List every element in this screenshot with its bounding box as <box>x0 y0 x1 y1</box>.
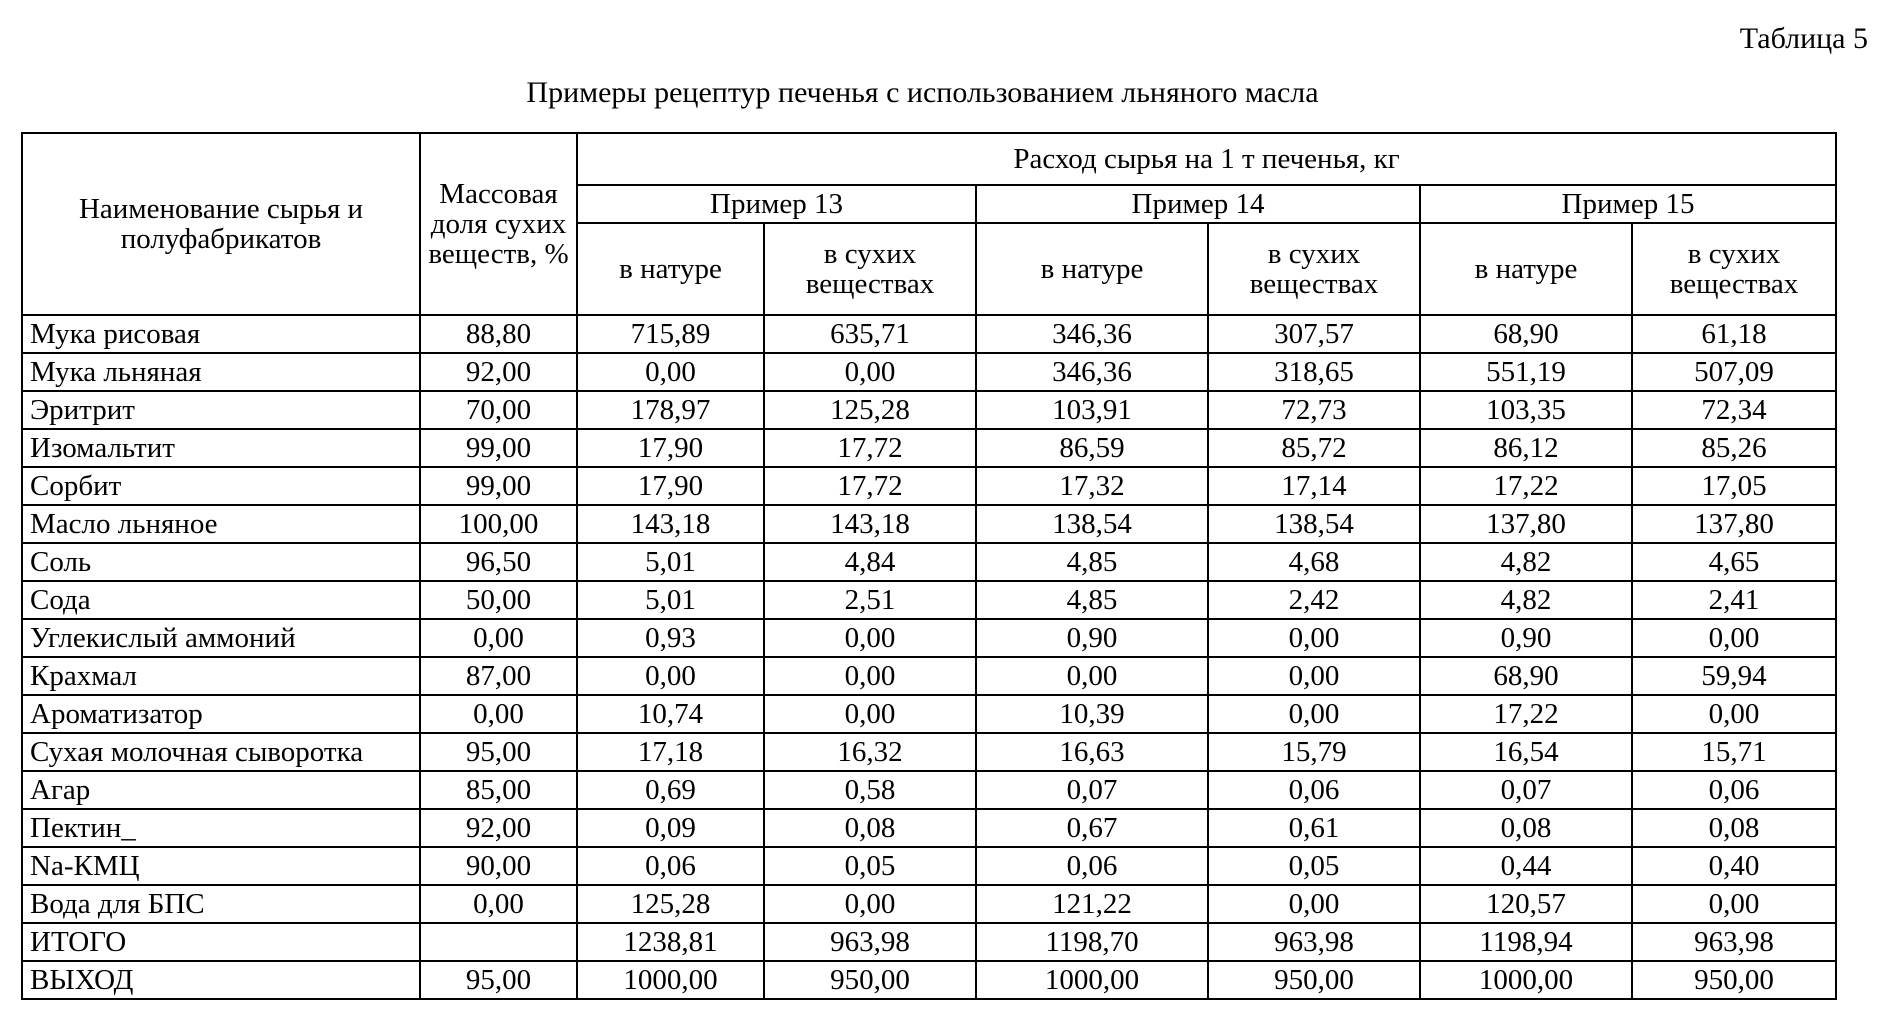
header-dry-13: в сухих веществах <box>764 223 976 315</box>
consumption-value-cell: 103,35 <box>1420 391 1632 429</box>
dry-matter-cell: 0,00 <box>420 885 577 923</box>
dry-matter-cell: 95,00 <box>420 733 577 771</box>
consumption-value-cell: 963,98 <box>1632 923 1836 961</box>
consumption-value-cell: 0,69 <box>577 771 764 809</box>
table-row <box>22 733 1836 771</box>
consumption-value-cell: 0,93 <box>577 619 764 657</box>
consumption-value-cell: 121,22 <box>976 885 1208 923</box>
consumption-value-cell: 143,18 <box>577 505 764 543</box>
consumption-value-cell: 0,90 <box>1420 619 1632 657</box>
consumption-value-cell: 103,91 <box>976 391 1208 429</box>
table-row <box>22 467 1836 505</box>
consumption-value-cell: 2,41 <box>1632 581 1836 619</box>
consumption-value-cell: 16,54 <box>1420 733 1632 771</box>
dry-matter-cell <box>420 923 577 961</box>
consumption-value-cell: 0,06 <box>577 847 764 885</box>
ingredient-name-cell: Вода для БПС <box>22 885 420 923</box>
consumption-value-cell: 0,58 <box>764 771 976 809</box>
consumption-value-cell: 15,71 <box>1632 733 1836 771</box>
header-natural-14: в натуре <box>976 223 1208 315</box>
dry-matter-cell: 88,80 <box>420 315 577 353</box>
consumption-value-cell: 346,36 <box>976 353 1208 391</box>
recipe-table <box>21 132 1837 1000</box>
consumption-value-cell: 4,65 <box>1632 543 1836 581</box>
dry-matter-cell: 70,00 <box>420 391 577 429</box>
table-caption: Примеры рецептур печенья с использованием льняного масла <box>526 76 1319 109</box>
consumption-value-cell: 0,08 <box>764 809 976 847</box>
dry-matter-cell: 92,00 <box>420 353 577 391</box>
consumption-value-cell: 86,12 <box>1420 429 1632 467</box>
consumption-value-cell: 0,00 <box>1208 619 1420 657</box>
consumption-value-cell: 17,90 <box>577 467 764 505</box>
consumption-value-cell: 963,98 <box>1208 923 1420 961</box>
consumption-value-cell: 86,59 <box>976 429 1208 467</box>
ingredient-name-cell: Сухая молочная сыворотка <box>22 733 420 771</box>
consumption-value-cell: 0,00 <box>1632 885 1836 923</box>
consumption-value-cell: 950,00 <box>764 961 976 999</box>
dry-matter-cell: 96,50 <box>420 543 577 581</box>
consumption-value-cell: 85,72 <box>1208 429 1420 467</box>
table-row <box>22 429 1836 467</box>
dry-matter-cell: 90,00 <box>420 847 577 885</box>
consumption-value-cell: 0,00 <box>976 657 1208 695</box>
consumption-value-cell: 137,80 <box>1420 505 1632 543</box>
consumption-value-cell: 318,65 <box>1208 353 1420 391</box>
consumption-value-cell: 963,98 <box>764 923 976 961</box>
consumption-value-cell: 950,00 <box>1208 961 1420 999</box>
ingredient-name-cell: Ароматизатор <box>22 695 420 733</box>
table-row <box>22 619 1836 657</box>
dry-matter-cell: 95,00 <box>420 961 577 999</box>
consumption-value-cell: 0,00 <box>1632 695 1836 733</box>
dry-matter-cell: 99,00 <box>420 467 577 505</box>
table-row <box>22 505 1836 543</box>
consumption-value-cell: 4,85 <box>976 581 1208 619</box>
header-ingredient-name: Наименование сырья и полуфабрикатов <box>22 133 420 315</box>
consumption-value-cell: 4,85 <box>976 543 1208 581</box>
dry-matter-cell: 0,00 <box>420 619 577 657</box>
consumption-value-cell: 0,00 <box>764 885 976 923</box>
consumption-value-cell: 59,94 <box>1632 657 1836 695</box>
consumption-value-cell: 16,63 <box>976 733 1208 771</box>
consumption-value-cell: 125,28 <box>764 391 976 429</box>
ingredient-name-cell: Соль <box>22 543 420 581</box>
table-row <box>22 657 1836 695</box>
consumption-value-cell: 0,67 <box>976 809 1208 847</box>
dry-matter-cell: 100,00 <box>420 505 577 543</box>
consumption-value-cell: 0,09 <box>577 809 764 847</box>
consumption-value-cell: 0,90 <box>976 619 1208 657</box>
consumption-value-cell: 137,80 <box>1632 505 1836 543</box>
ingredient-name-cell: Сода <box>22 581 420 619</box>
consumption-value-cell: 68,90 <box>1420 315 1632 353</box>
dry-matter-cell: 87,00 <box>420 657 577 695</box>
table-row <box>22 961 1836 999</box>
header-example-15: Пример 15 <box>1420 185 1836 223</box>
dry-matter-cell: 85,00 <box>420 771 577 809</box>
consumption-value-cell: 72,73 <box>1208 391 1420 429</box>
ingredient-name-cell: Сорбит <box>22 467 420 505</box>
consumption-value-cell: 61,18 <box>1632 315 1836 353</box>
consumption-value-cell: 1000,00 <box>1420 961 1632 999</box>
header-natural-15: в натуре <box>1420 223 1632 315</box>
ingredient-name-cell: ВЫХОД <box>22 961 420 999</box>
table-row <box>22 353 1836 391</box>
consumption-value-cell: 17,22 <box>1420 695 1632 733</box>
consumption-value-cell: 4,82 <box>1420 543 1632 581</box>
consumption-value-cell: 0,00 <box>764 619 976 657</box>
consumption-value-cell: 143,18 <box>764 505 976 543</box>
consumption-value-cell: 1198,94 <box>1420 923 1632 961</box>
consumption-value-cell: 17,14 <box>1208 467 1420 505</box>
consumption-value-cell: 1000,00 <box>577 961 764 999</box>
consumption-value-cell: 10,39 <box>976 695 1208 733</box>
table-row <box>22 771 1836 809</box>
ingredient-name-cell: Изомальтит <box>22 429 420 467</box>
header-dry-14: в сухих веществах <box>1208 223 1420 315</box>
consumption-value-cell: 1238,81 <box>577 923 764 961</box>
ingredient-name-cell: Масло льняное <box>22 505 420 543</box>
consumption-value-cell: 1000,00 <box>976 961 1208 999</box>
consumption-value-cell: 125,28 <box>577 885 764 923</box>
consumption-value-cell: 120,57 <box>1420 885 1632 923</box>
consumption-value-cell: 0,08 <box>1420 809 1632 847</box>
consumption-value-cell: 715,89 <box>577 315 764 353</box>
consumption-value-cell: 17,72 <box>764 467 976 505</box>
header-dry-15: в сухих веществах <box>1632 223 1836 315</box>
consumption-value-cell: 0,05 <box>1208 847 1420 885</box>
consumption-value-cell: 0,00 <box>764 353 976 391</box>
consumption-value-cell: 0,00 <box>764 695 976 733</box>
consumption-value-cell: 0,06 <box>1208 771 1420 809</box>
header-example-14: Пример 14 <box>976 185 1420 223</box>
table-number-label: Таблица 5 <box>1739 22 1868 55</box>
table-row <box>22 923 1836 961</box>
ingredient-name-cell: Крахмал <box>22 657 420 695</box>
consumption-value-cell: 138,54 <box>976 505 1208 543</box>
table-row <box>22 543 1836 581</box>
consumption-value-cell: 0,00 <box>1208 885 1420 923</box>
ingredient-name-cell: Мука льняная <box>22 353 420 391</box>
dry-matter-cell: 50,00 <box>420 581 577 619</box>
table-row <box>22 315 1836 353</box>
table-header <box>22 133 1836 315</box>
ingredient-name-cell: Эритрит <box>22 391 420 429</box>
ingredient-name-cell: Пектин_ <box>22 809 420 847</box>
consumption-value-cell: 10,74 <box>577 695 764 733</box>
consumption-value-cell: 16,32 <box>764 733 976 771</box>
consumption-value-cell: 17,18 <box>577 733 764 771</box>
consumption-value-cell: 0,00 <box>1632 619 1836 657</box>
consumption-value-cell: 1198,70 <box>976 923 1208 961</box>
consumption-value-cell: 72,34 <box>1632 391 1836 429</box>
consumption-value-cell: 17,32 <box>976 467 1208 505</box>
consumption-value-cell: 307,57 <box>1208 315 1420 353</box>
dry-matter-cell: 92,00 <box>420 809 577 847</box>
consumption-value-cell: 0,08 <box>1632 809 1836 847</box>
consumption-value-cell: 5,01 <box>577 543 764 581</box>
consumption-value-cell: 346,36 <box>976 315 1208 353</box>
consumption-value-cell: 4,68 <box>1208 543 1420 581</box>
consumption-value-cell: 551,19 <box>1420 353 1632 391</box>
ingredient-name-cell: Мука рисовая <box>22 315 420 353</box>
ingredient-name-cell: Агар <box>22 771 420 809</box>
consumption-value-cell: 68,90 <box>1420 657 1632 695</box>
table-body <box>22 315 1836 999</box>
consumption-value-cell: 0,00 <box>577 657 764 695</box>
header-natural-13: в натуре <box>577 223 764 315</box>
consumption-value-cell: 0,07 <box>976 771 1208 809</box>
consumption-value-cell: 17,72 <box>764 429 976 467</box>
dry-matter-cell: 99,00 <box>420 429 577 467</box>
consumption-value-cell: 85,26 <box>1632 429 1836 467</box>
consumption-value-cell: 0,00 <box>764 657 976 695</box>
consumption-value-cell: 5,01 <box>577 581 764 619</box>
consumption-value-cell: 138,54 <box>1208 505 1420 543</box>
consumption-value-cell: 2,42 <box>1208 581 1420 619</box>
consumption-value-cell: 17,05 <box>1632 467 1836 505</box>
consumption-value-cell: 4,84 <box>764 543 976 581</box>
dry-matter-cell: 0,00 <box>420 695 577 733</box>
ingredient-name-cell: ИТОГО <box>22 923 420 961</box>
consumption-value-cell: 507,09 <box>1632 353 1836 391</box>
consumption-value-cell: 0,61 <box>1208 809 1420 847</box>
consumption-value-cell: 0,40 <box>1632 847 1836 885</box>
consumption-value-cell: 178,97 <box>577 391 764 429</box>
consumption-value-cell: 635,71 <box>764 315 976 353</box>
consumption-value-cell: 17,90 <box>577 429 764 467</box>
consumption-value-cell: 0,06 <box>976 847 1208 885</box>
consumption-value-cell: 2,51 <box>764 581 976 619</box>
table-row <box>22 847 1836 885</box>
table-row <box>22 391 1836 429</box>
ingredient-name-cell: Na-КМЦ <box>22 847 420 885</box>
table-row <box>22 809 1836 847</box>
consumption-value-cell: 0,44 <box>1420 847 1632 885</box>
consumption-value-cell: 0,00 <box>577 353 764 391</box>
consumption-value-cell: 0,06 <box>1632 771 1836 809</box>
header-consumption: Расход сырья на 1 т печенья, кг <box>577 133 1836 185</box>
table-row <box>22 695 1836 733</box>
table-row <box>22 885 1836 923</box>
consumption-value-cell: 0,07 <box>1420 771 1632 809</box>
consumption-value-cell: 17,22 <box>1420 467 1632 505</box>
consumption-value-cell: 0,00 <box>1208 657 1420 695</box>
consumption-value-cell: 0,05 <box>764 847 976 885</box>
ingredient-name-cell: Углекислый аммоний <box>22 619 420 657</box>
consumption-value-cell: 15,79 <box>1208 733 1420 771</box>
consumption-value-cell: 0,00 <box>1208 695 1420 733</box>
header-dry-matter-share: Массовая доля сухих веществ, % <box>420 133 577 315</box>
consumption-value-cell: 4,82 <box>1420 581 1632 619</box>
header-example-13: Пример 13 <box>577 185 976 223</box>
table-row <box>22 581 1836 619</box>
consumption-value-cell: 950,00 <box>1632 961 1836 999</box>
